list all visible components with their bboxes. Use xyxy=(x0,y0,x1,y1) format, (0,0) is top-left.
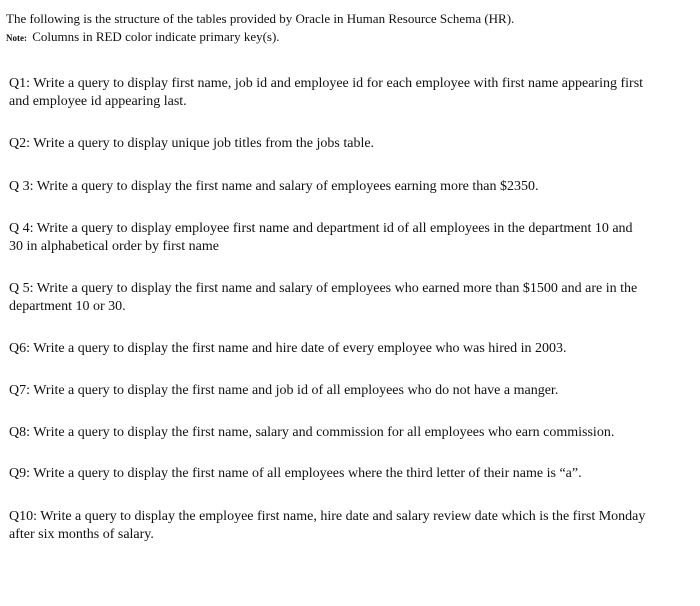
note-text: Columns in RED color indicate primary key(s). xyxy=(32,29,280,44)
question-5-line-1: Q 5: Write a query to display the first name and salary of employees who earned more than $1500 and are in the xyxy=(9,281,638,296)
question-8 xyxy=(9,424,697,442)
structure-text: The following is the structure of the tables provided by Oracle in Human Resource Schema (HR). xyxy=(6,11,515,26)
question-10-line-1: Q10: Write a query to display the employee first name, hire date and salary review date which is the first Monday xyxy=(9,509,646,524)
question-9-line-1: Q9: Write a query to display the first name of all employees where the third letter of their name is “a”. xyxy=(9,466,582,481)
question-3-line-1: Q 3: Write a query to display the first name and salary of employees earning more than $2350. xyxy=(9,179,539,194)
question-2-line-1: Q2: Write a query to display unique job titles from the jobs table. xyxy=(9,136,375,151)
question-4-line-1: Q 4: Write a query to display employee first name and department id of all employees in the department 10 and xyxy=(9,221,633,236)
question-6 xyxy=(9,340,697,358)
question-2 xyxy=(9,135,697,153)
question-4 xyxy=(9,220,697,256)
question-1-line-1: Q1: Write a query to display first name, job id and employee id for each employee with first name appearing first xyxy=(9,76,644,91)
question-6-line-1: Q6: Write a query to display the first name and hire date of every employee who was hired in 2003. xyxy=(9,341,567,356)
question-4-line-2: 30 in alphabetical order by first name xyxy=(9,239,219,254)
note-label: Note: xyxy=(6,33,27,43)
note-line xyxy=(6,28,514,47)
question-8-line-1: Q8: Write a query to display the first name, salary and commission for all employees who earn commission. xyxy=(9,425,615,440)
question-10-line-2: after six months of salary. xyxy=(9,527,154,542)
question-7 xyxy=(9,382,697,400)
intro-block xyxy=(6,10,514,47)
question-3 xyxy=(9,178,697,196)
question-1-line-2: and employee id appearing last. xyxy=(9,94,187,109)
question-5 xyxy=(9,280,697,316)
question-9 xyxy=(9,465,697,483)
question-1 xyxy=(9,75,697,111)
question-5-line-2: department 10 or 30. xyxy=(9,299,126,314)
question-10 xyxy=(9,508,697,544)
question-7-line-1: Q7: Write a query to display the first name and job id of all employees who do not have a manger. xyxy=(9,383,559,398)
